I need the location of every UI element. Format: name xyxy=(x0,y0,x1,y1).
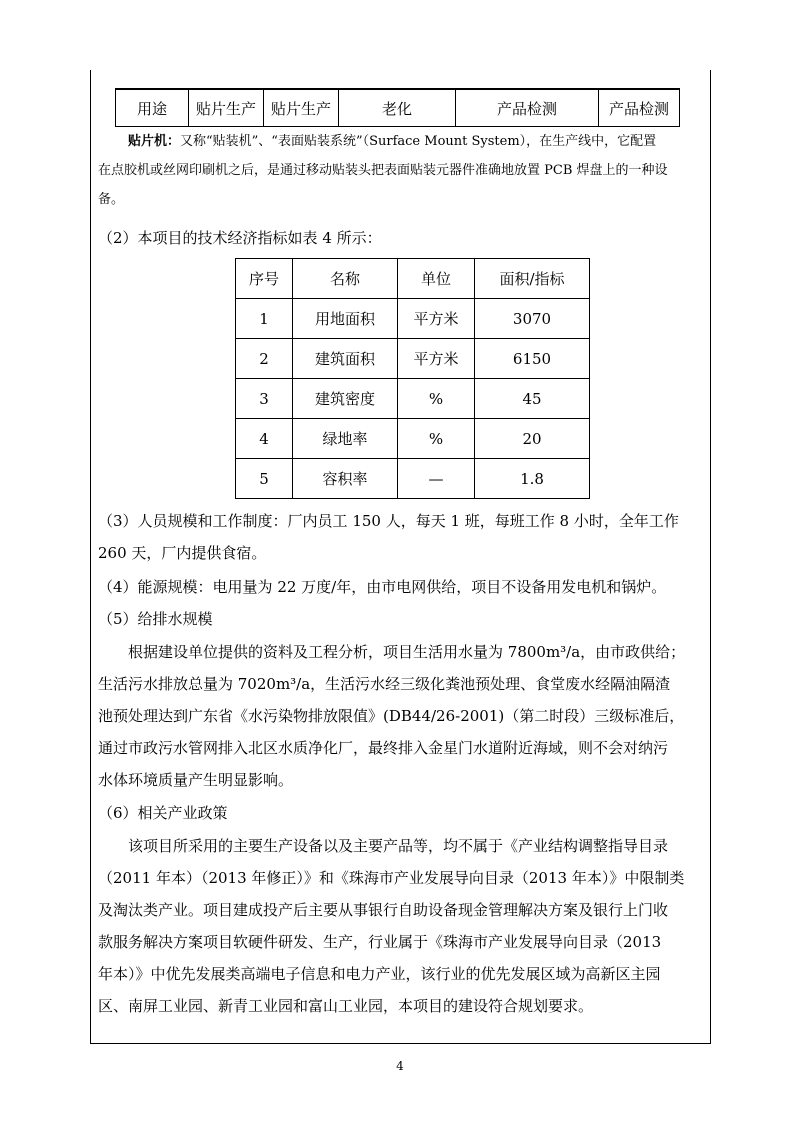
section-3-line-1: （3）人员规模和工作制度：厂内员工 150 人，每天 1 班，每班工作 8 小时，全年工作 xyxy=(98,512,679,530)
cell-index: 4 xyxy=(236,419,293,459)
table-row xyxy=(236,299,590,339)
cell-name: 建筑面积 xyxy=(293,339,398,379)
table-row xyxy=(236,459,590,499)
smt-line-2: 在点胶机或丝网印刷机之后，是通过移动贴装头把表面贴装元器件准确地放置 PCB 焊盘上的一种设 xyxy=(98,163,668,178)
cell-name: 用地面积 xyxy=(293,299,398,339)
header-index: 序号 xyxy=(236,259,293,299)
header-unit: 单位 xyxy=(398,259,475,299)
section-6-line: 区、南屏工业园、新青工业园和富山工业园，本项目的建设符合规划要求。 xyxy=(98,997,594,1015)
cell-index: 3 xyxy=(236,379,293,419)
section-2-heading: （2）本项目的技术经济指标如表 4 所示： xyxy=(98,229,382,247)
usage-cell: 产品检测 xyxy=(456,89,599,127)
section-6-line: 该项目所采用的主要生产设备以及主要产品等，均不属于《产业结构调整指导目录 xyxy=(128,837,669,855)
smt-line-1 xyxy=(128,135,656,148)
usage-cell: 老化 xyxy=(339,89,456,127)
section-4-text: （4）能源规模：电用量为 22 万度/年，由市电网供给，项目不设备用发电机和锅炉。 xyxy=(98,578,667,596)
page-number: 4 xyxy=(396,1059,404,1073)
cell-index: 1 xyxy=(236,299,293,339)
section-6-line: 款服务解决方案项目软硬件研发、生产，行业属于《珠海市产业发展导向目录（2013 xyxy=(98,933,662,951)
indicator-table xyxy=(235,258,590,499)
usage-row xyxy=(116,89,680,127)
cell-unit: — xyxy=(398,459,475,499)
section-5-line: 通过市政污水管网排入北区水质净化厂，最终排入金星门水道附近海域，则不会对纳污 xyxy=(98,739,669,757)
usage-cell: 贴片生产 xyxy=(264,89,339,127)
usage-cell: 贴片生产 xyxy=(189,89,264,127)
cell-value: 6150 xyxy=(475,339,590,379)
table-row xyxy=(236,339,590,379)
section-6-line: 年本）》中优先发展类高端电子信息和电力产业，该行业的优先发展区域为高新区主园 xyxy=(98,965,661,983)
cell-value: 20 xyxy=(475,419,590,459)
cell-index: 5 xyxy=(236,459,293,499)
table-row xyxy=(236,379,590,419)
usage-table xyxy=(115,88,680,127)
cell-unit: % xyxy=(398,419,475,459)
cell-name: 建筑密度 xyxy=(293,379,398,419)
indicator-header-row xyxy=(236,259,590,299)
cell-value: 1.8 xyxy=(475,459,590,499)
header-name: 名称 xyxy=(293,259,398,299)
section-6-title: （6）相关产业政策 xyxy=(98,804,228,822)
section-5-line: 生活污水排放总量为 7020m³/a，生活污水经三级化粪池预处理、食堂废水经隔油隔渣 xyxy=(98,675,671,693)
cell-value: 3070 xyxy=(475,299,590,339)
cell-unit: % xyxy=(398,379,475,419)
smt-line-3: 备。 xyxy=(98,192,125,207)
cell-index: 2 xyxy=(236,339,293,379)
section-6-line: 及淘汰类产业。项目建成投产后主要从事银行自助设备现金管理解决方案及银行上门收 xyxy=(98,901,669,919)
table-row xyxy=(236,419,590,459)
smt-term: 贴片机： xyxy=(128,134,181,149)
usage-cell: 用途 xyxy=(116,89,189,127)
usage-cell: 产品检测 xyxy=(599,89,680,127)
section-6-line: （2011 年本）（2013 年修正）》和《珠海市产业发展导向目录（2013 年本）》中限制类 xyxy=(98,869,685,887)
section-5-line: 池预处理达到广东省《水污染物排放限值》(DB44/26-2001)（第二时段）三级标准后， xyxy=(98,707,685,725)
cell-unit: 平方米 xyxy=(398,339,475,379)
section-3-line-2: 260 天，厂内提供食宿。 xyxy=(98,544,267,562)
header-value: 面积/指标 xyxy=(475,259,590,299)
cell-unit: 平方米 xyxy=(398,299,475,339)
section-5-line: 水体环境质量产生明显影响。 xyxy=(98,771,294,789)
cell-name: 容积率 xyxy=(293,459,398,499)
section-5-title: （5）给排水规模 xyxy=(98,610,213,628)
section-5-line: 根据建设单位提供的资料及工程分析，项目生活用水量为 7800m³/a，由市政供给； xyxy=(128,643,686,661)
cell-value: 45 xyxy=(475,379,590,419)
smt-line-1-text: 又称“贴装机”、“表面贴装系统”（Surface Mount System），在生产线中，它配置 xyxy=(180,134,657,149)
cell-name: 绿地率 xyxy=(293,419,398,459)
